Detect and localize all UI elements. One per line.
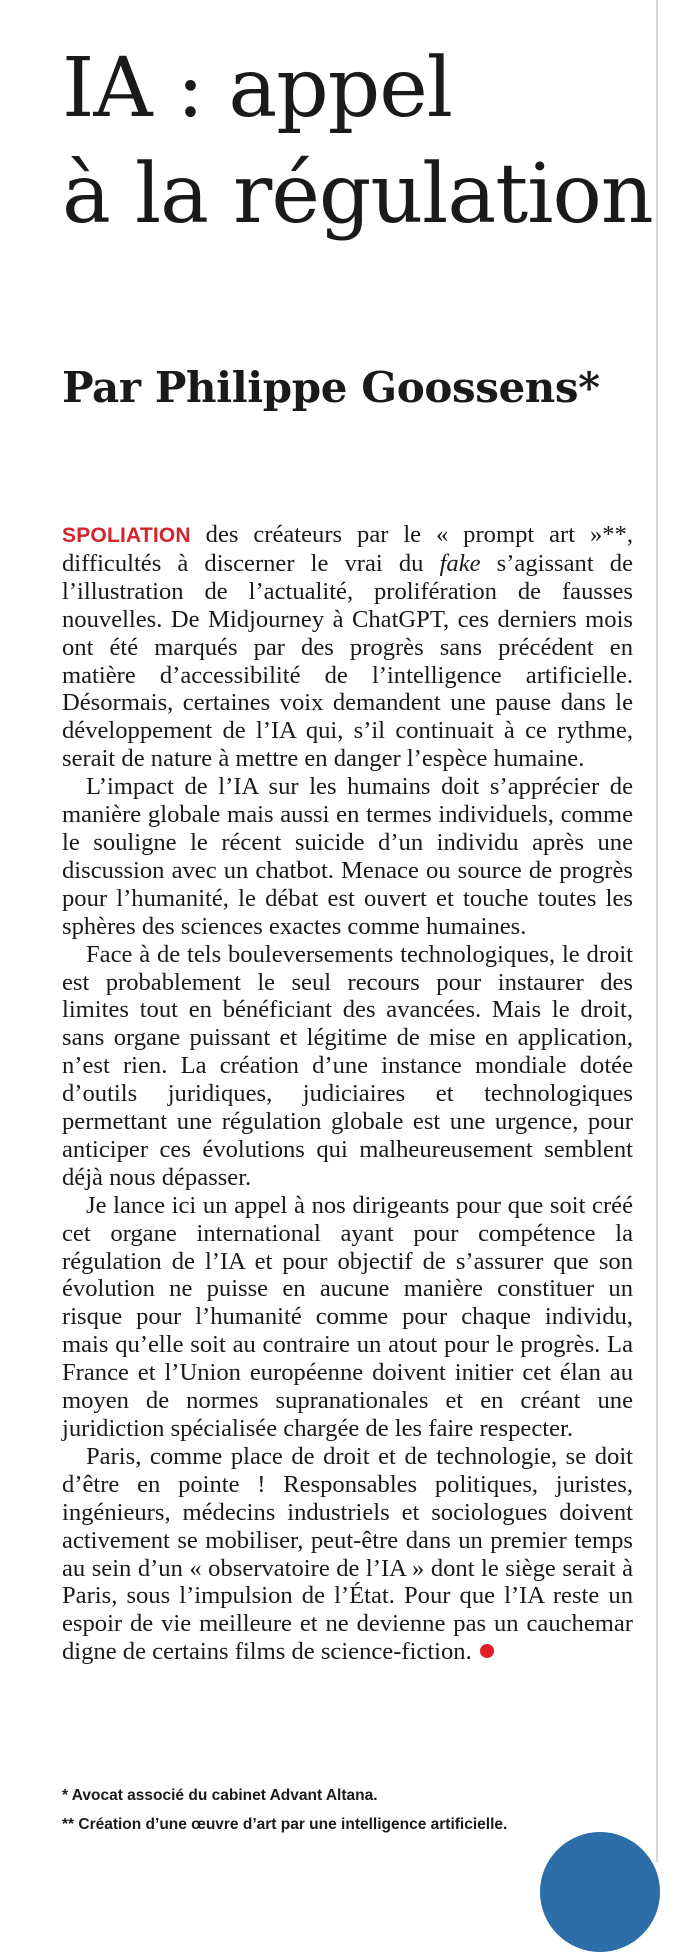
footnote-author: * Avocat associé du cabinet Advant Altana. — [62, 1787, 378, 1804]
paragraph-1 — [62, 521, 633, 773]
fake-word: fake — [439, 549, 481, 577]
paragraph-4: Je lance ici un appel à nos dirigeants pour que soit créé cet organe international ayant pour compétence la régulation de l’IA et pour objectif de s’assurer que son évolution ne puisse en aucune manière constituer un risque pour l’humanité comme pour chaque individu, mais qu’elle soit au contraire un atout pour le progrès. La France et l’Union européenne doivent initier cet élan au moyen de normes supranationales et en créant une juridiction spécialisée chargée de les faire respecter. — [62, 1191, 633, 1442]
article-title: IA : appel à la régulation — [62, 41, 653, 242]
lead-word: SPOLIATION — [62, 524, 191, 547]
red-dot-icon — [480, 1644, 494, 1658]
paragraph-3: Face à de tels bouleversements technologiques, le droit est probablement le seul recours pour instaurer des limites tout en bénéficiant des avancées. Mais le droit, sans organe puissant et légitime de mise en application, n’est rien. La création d’une instance mondiale dotée d’outils juridiques, judiciaires et technologiques permettant une régulation globale est une urgence, pour anticiper ces évolutions qui malheureusement semblent déjà nous dépasser. — [62, 940, 633, 1191]
article-byline: Par Philippe Goossens* — [62, 363, 600, 412]
paragraph-5-text: Paris, comme place de droit et de technologie, se doit d’être en pointe ! Responsables politiques, juristes, ingénieurs, médecins industriels et sociologues doivent activement se mobiliser, peut-être dans un premier temps au sein d’un « observatoire de l’IA » dont le siège serait à Paris, sous l’impulsion de l’État. Pour que l’IA reste un espoir de vie meilleure et ne devienne pas un cauchemar digne de certains films de science-fiction. — [62, 1442, 633, 1666]
paragraph-2: L’impact de l’IA sur les humains doit s’apprécier de manière globale mais aussi en termes individuels, comme le souligne le récent suicide d’un individu après une discussion avec un chatbot. Menace ou source de progrès pour l’humanité, le débat est ouvert et touche toutes les sphères des sciences exactes comme humaines. — [62, 773, 633, 940]
footnote-prompt-art: ** Création d’une œuvre d’art par une intelligence artificielle. — [62, 1816, 508, 1833]
paragraph-1-text-a: des créateurs par le « prompt art »**, difficultés à discerner le vrai du — [62, 521, 633, 577]
blue-circle-icon — [540, 1832, 660, 1952]
paragraph-5 — [62, 1443, 633, 1666]
article-body — [62, 521, 633, 1666]
paragraph-1-text-b: s’agissant de l’illustration de l’actualité, prolifération de fausses nouvelles. De Midjourney à ChatGPT, ces derniers mois ont été marqués par des progrès sans précédent en matière d’accessibilité de l’intelligence artificielle. Désormais, certaines voix demandent une pause dans le développement de l’IA qui, s’il continuait à ce rythme, serait de nature à mettre en danger l’espèce humaine. — [62, 549, 633, 773]
